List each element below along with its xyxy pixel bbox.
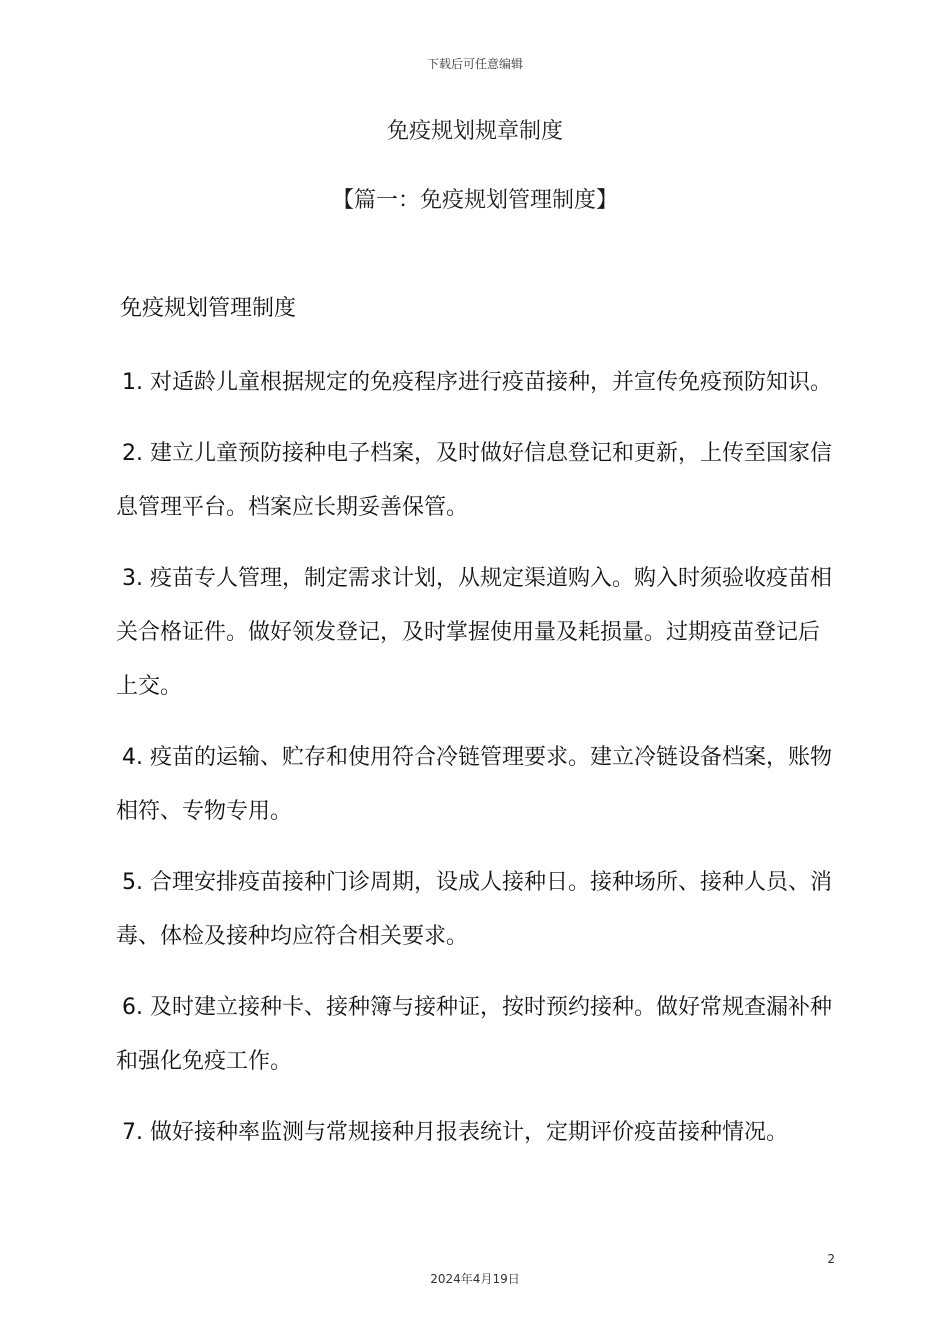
page-number: 2 (827, 1252, 835, 1266)
regulation-item-6: 6. 及时建立接种卡、接种簿与接种证，按时预约接种。做好常规查漏补种和强化免疫工作。 (116, 995, 832, 1074)
page-header: 下载后可任意编辑 (426, 57, 523, 71)
document-subtitle: 【篇一：免疫规划管理制度】 (331, 188, 618, 213)
section-heading: 免疫规划管理制度 (120, 296, 297, 321)
document-body (116, 356, 838, 1177)
regulation-item-2: 2. 建立儿童预防接种电子档案，及时做好信息登记和更新，上传至国家信息管理平台。档案应长期妥善保管。 (116, 441, 832, 520)
regulation-item-1: 1. 对适龄儿童根据规定的免疫程序进行疫苗接种，并宣传免疫预防知识。 (122, 370, 832, 395)
document-title: 免疫规划规章制度 (386, 119, 563, 144)
regulation-item-5: 5. 合理安排疫苗接种门诊周期，设成人接种日。接种场所、接种人员、消毒、体检及接种均应符合相关要求。 (116, 870, 832, 949)
page-footer-date: 2024年4月19日 (430, 1272, 520, 1286)
regulation-item-3: 3. 疫苗专人管理，制定需求计划，从规定渠道购入。购入时须验收疫苗相关合格证件。做好领发登记，及时掌握使用量及耗损量。过期疫苗登记后上交。 (116, 566, 832, 699)
regulation-item-4: 4. 疫苗的运输、贮存和使用符合冷链管理要求。建立冷链设备档案，账物相符、专物专用。 (116, 745, 832, 824)
regulation-item-7: 7. 做好接种率监测与常规接种月报表统计，定期评价疫苗接种情况。 (122, 1120, 788, 1145)
